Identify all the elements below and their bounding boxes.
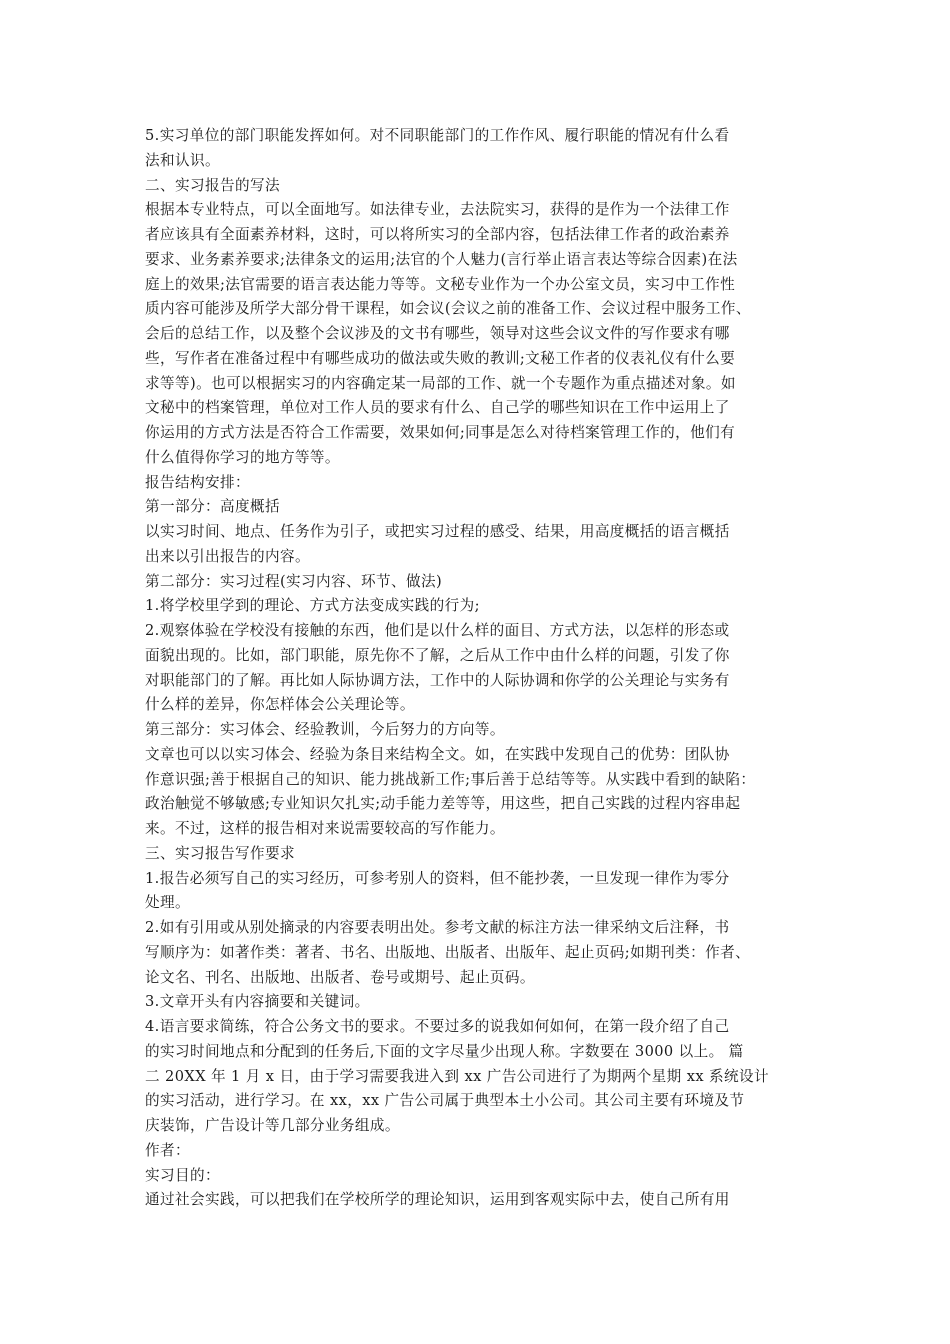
text-line: 3.文章开头有内容摘要和关键词。 bbox=[145, 993, 370, 1011]
text-line: 什么值得你学习的地方等等。 bbox=[145, 448, 340, 466]
text-line: 文章也可以以实习体会、经验为条目来结构全文。如，在实践中发现自己的优势：团队协 bbox=[145, 745, 730, 763]
text-line: 者应该具有全面素养材料，这时，可以将所实习的全部内容，包括法律工作者的政治素养 bbox=[145, 226, 730, 243]
text-line: 求等等)。也可以根据实习的内容确定某一局部的工作、就一个专题作为重点描述对象。如 bbox=[145, 374, 736, 392]
text-line: 的实习时间地点和分配到的任务后,下面的文字尽量少出现人称。字数要在 3000 以上。 篇 bbox=[145, 1042, 744, 1060]
document-body bbox=[145, 124, 813, 1213]
text-line: 2.如有引用或从别处摘录的内容要表明出处。参考文献的标注方法一律采纳文后注释，书 bbox=[145, 919, 730, 936]
text-line: 质内容可能涉及所学大部分骨干课程，如会议(会议之前的准备工作、会议过程中服务工作、 bbox=[145, 300, 751, 318]
text-line: 1.报告必须写自己的实习经历，可参考别人的资料，但不能抄袭，一旦发现一律作为零分 bbox=[145, 869, 730, 887]
text-line: 实习目的： bbox=[145, 1166, 220, 1184]
text-line: 对职能部门的了解。再比如人际协调方法，工作中的人际协调和你学的公关理论与实务有 bbox=[145, 671, 730, 689]
text-line: 4.语言要求简练，符合公务文书的要求。不要过多的说我如何如何，在第一段介绍了自己 bbox=[145, 1018, 730, 1035]
text-line: 庭上的效果;法官需要的语言表达能力等等。文秘专业作为一个办公室文员，实习中工作性 bbox=[145, 275, 736, 293]
text-line: 三、实习报告写作要求 bbox=[145, 844, 295, 862]
text-line: 写顺序为：如著作类：著者、书名、出版地、出版者、出版年、起止页码;如期刊类：作者、 bbox=[145, 943, 751, 961]
text-line: 面貌出现的。比如，部门职能，原先你不了解，之后从工作中由什么样的问题，引发了你 bbox=[145, 646, 730, 664]
text-line: 要求、业务素养要求;法律条文的运用;法官的个人魅力(言行举止语言表达等综合因素)在法 bbox=[145, 250, 738, 268]
text-line: 第一部分：高度概括 bbox=[145, 498, 280, 516]
text-line: 处理。 bbox=[145, 894, 190, 912]
text-line: 通过社会实践，可以把我们在学校所学的理论知识，运用到客观实际中去，使自己所有用 bbox=[145, 1191, 730, 1209]
text-line: 第三部分：实习体会、经验教训，今后努力的方向等。 bbox=[145, 721, 505, 738]
text-line: 些，写作者在准备过程中有哪些成功的做法或失败的教训;文秘工作者的仪表礼仪有什么要 bbox=[145, 349, 736, 367]
text-line: 论文名、刊名、出版地、出版者、卷号或期号、起止页码。 bbox=[145, 968, 535, 986]
text-line: 二 20XX 年 1 月 x 日，由于学习需要我进入到 xx 广告公司进行了为期两个星期 xx 系统设计 bbox=[145, 1067, 769, 1085]
text-line: 的实习活动，进行学习。在 xx，xx 广告公司属于典型本土小公司。其公司主要有环境及节 bbox=[145, 1092, 745, 1110]
text-line: 会后的总结工作，以及整个会议涉及的文书有哪些，领导对这些会议文件的写作要求有哪 bbox=[145, 325, 730, 342]
text-line: 什么样的差异，你怎样体会公关理论等。 bbox=[145, 696, 415, 714]
text-line: 2.观察体验在学校没有接触的东西，他们是以什么样的面目、方式方法，以怎样的形态或 bbox=[145, 622, 730, 639]
text-line: 政治触觉不够敏感;专业知识欠扎实;动手能力差等等，用这些，把自己实践的过程内容串起 bbox=[145, 795, 741, 813]
text-line: 5.实习单位的部门职能发挥如何。对不同职能部门的工作作风、履行职能的情况有什么看 bbox=[145, 127, 730, 144]
text-line: 二、实习报告的写法 bbox=[145, 176, 280, 194]
text-line: 法和认识。 bbox=[145, 151, 220, 169]
text-line: 你运用的方式方法是否符合工作需要，效果如何;同事是怎么对待档案管理工作的，他们有 bbox=[145, 424, 736, 441]
text-line: 以实习时间、地点、任务作为引子，或把实习过程的感受、结果，用高度概括的语言概括 bbox=[145, 523, 730, 540]
text-line: 根据本专业特点，可以全面地写。如法律专业，去法院实习，获得的是作为一个法律工作 bbox=[145, 201, 730, 219]
text-line: 文秘中的档案管理，单位对工作人员的要求有什么、自己学的哪些知识在工作中运用上了 bbox=[145, 399, 730, 417]
text-line: 来。不过，这样的报告相对来说需要较高的写作能力。 bbox=[145, 820, 505, 837]
text-line: 1.将学校里学到的理论、方式方法变成实践的行为; bbox=[145, 597, 480, 615]
text-line: 第二部分：实习过程(实习内容、环节、做法) bbox=[145, 572, 443, 590]
text-line: 出来以引出报告的内容。 bbox=[145, 547, 310, 565]
text-line: 作者： bbox=[145, 1141, 190, 1159]
text-line: 作意识强;善于根据自己的知识、能力挑战新工作;事后善于总结等等。从实践中看到的缺陷： bbox=[145, 770, 756, 788]
text-line: 庆装饰，广告设计等几部分业务组成。 bbox=[145, 1117, 400, 1134]
text-line: 报告结构安排： bbox=[145, 473, 250, 491]
